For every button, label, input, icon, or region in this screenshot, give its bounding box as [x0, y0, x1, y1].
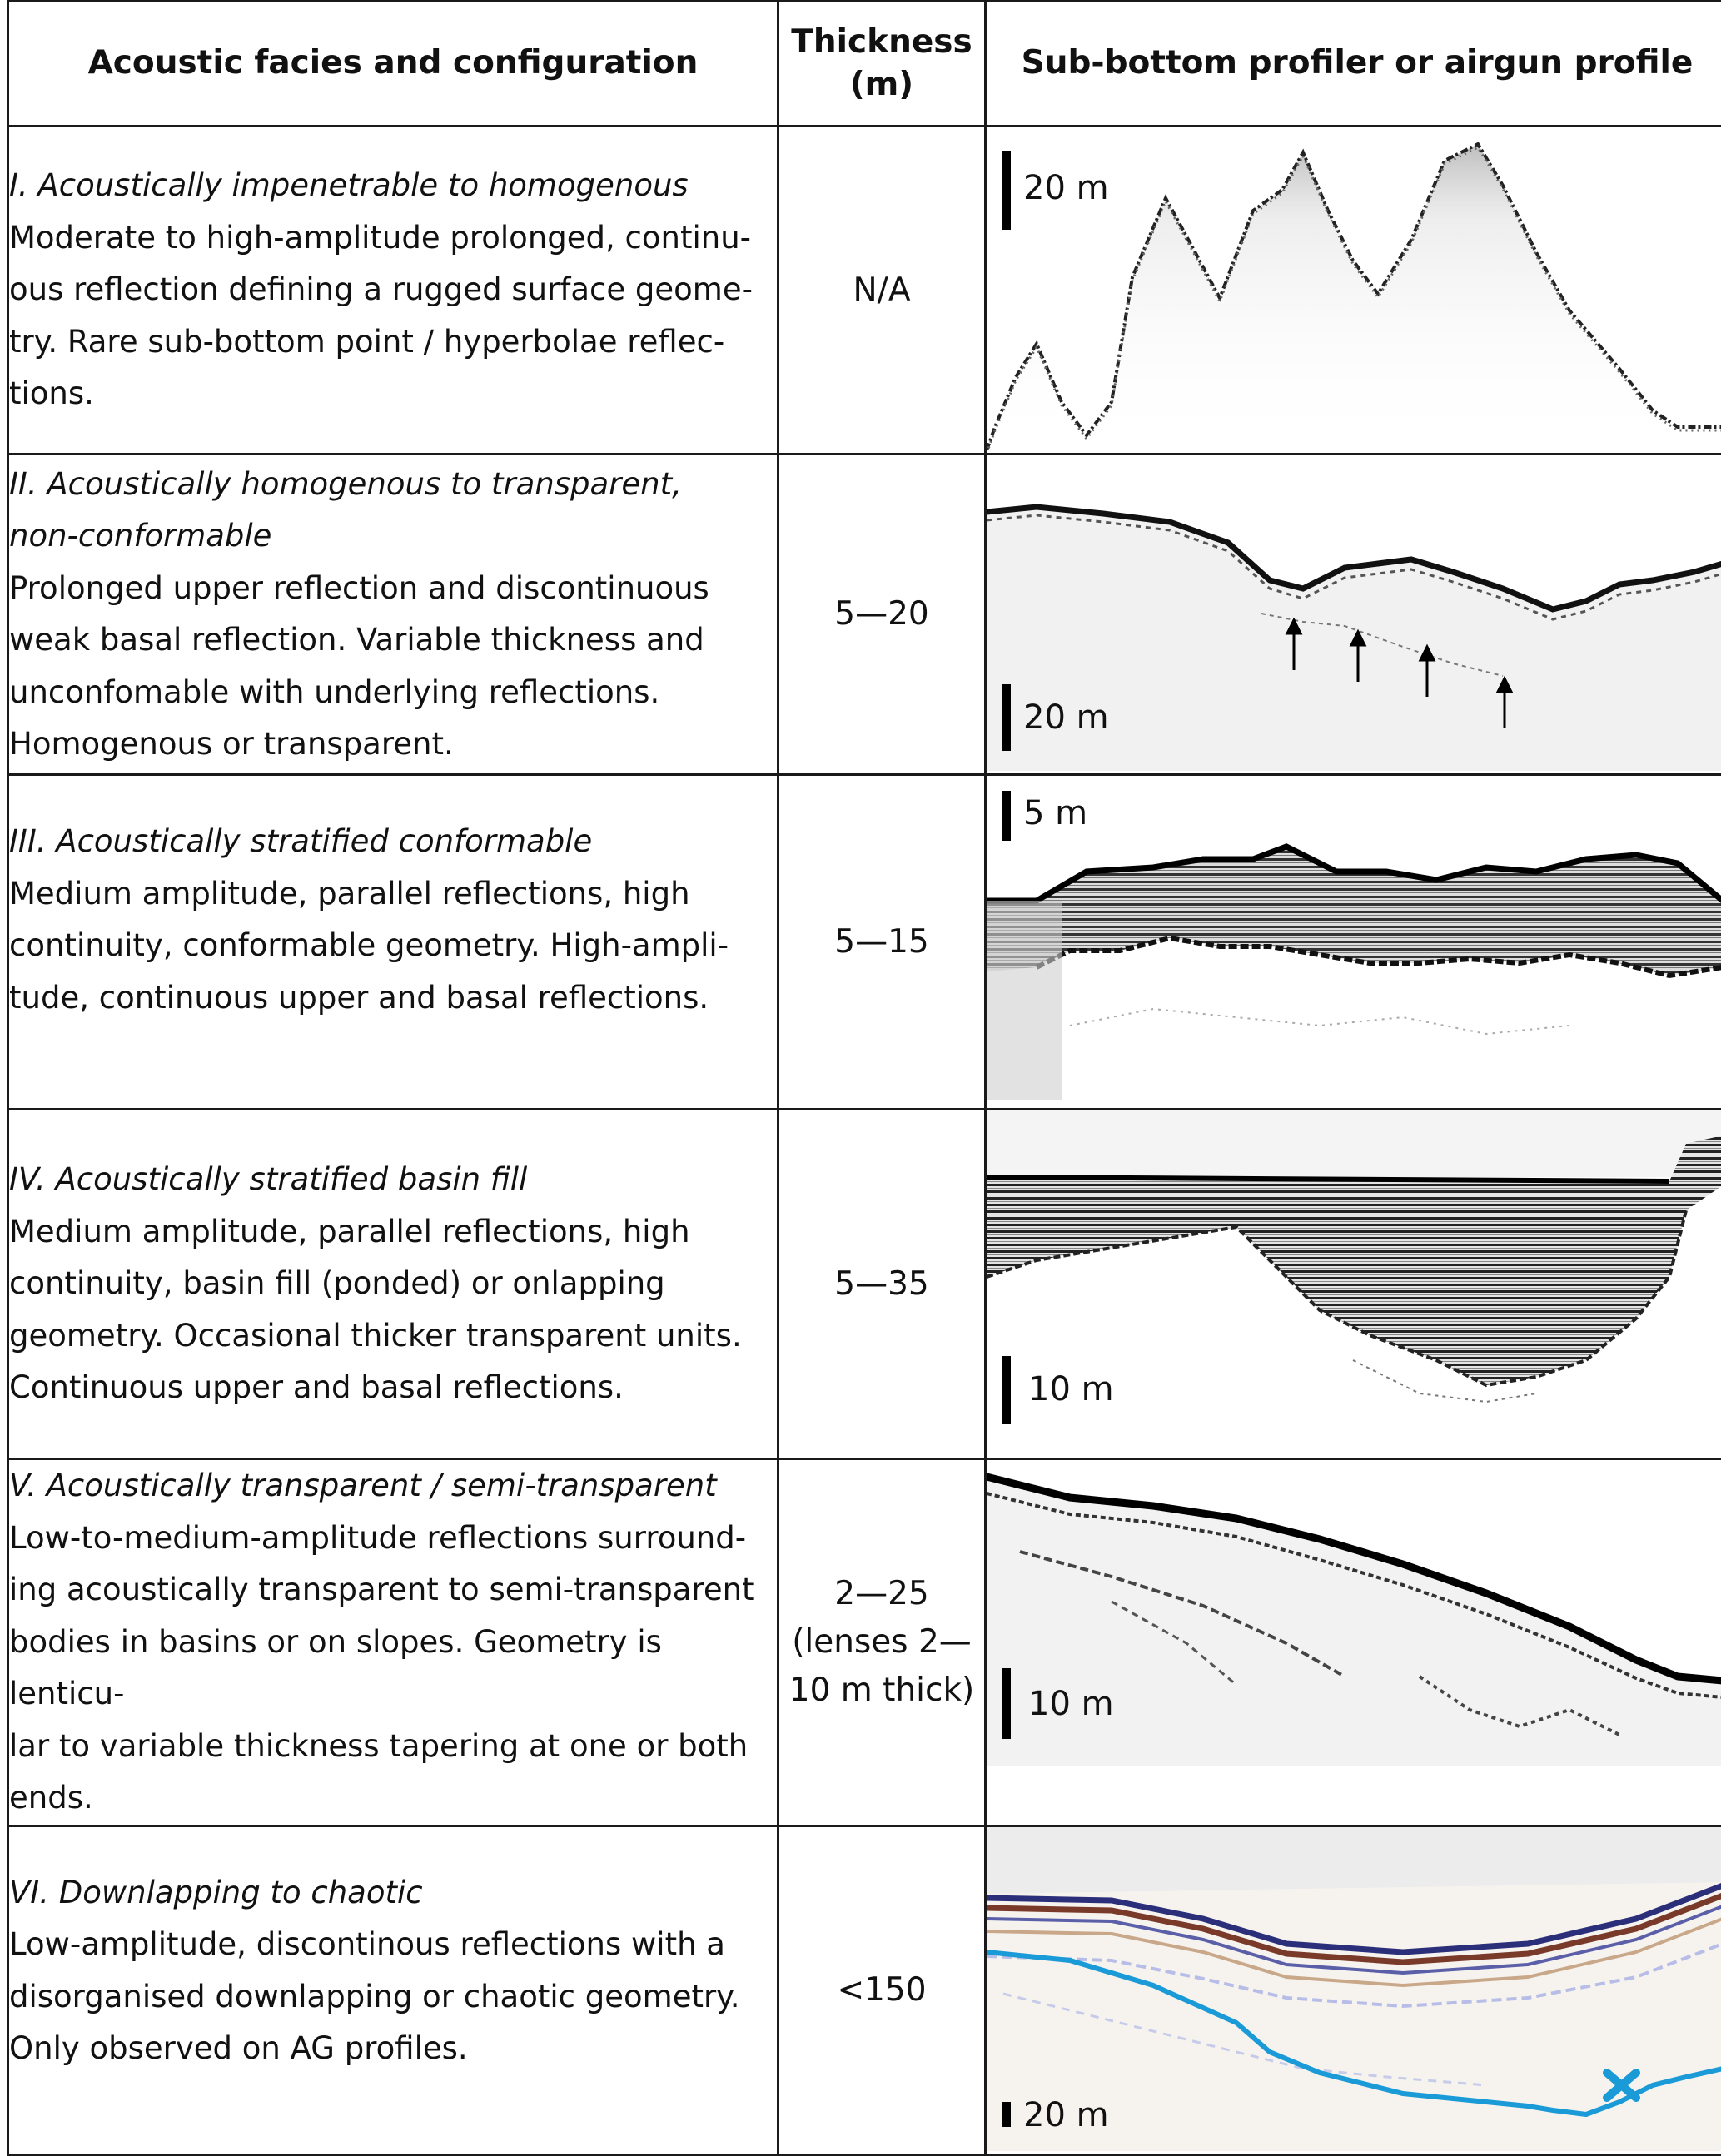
scale-label: 20 m: [1023, 698, 1109, 737]
facies-title: III. Acoustically stratified conformable: [9, 816, 777, 868]
header-facies: Acoustic facies and configuration: [8, 2, 778, 127]
desc-line: tions.: [9, 368, 777, 420]
facies-description: [8, 455, 778, 775]
thickness-value: 2—25: [779, 1570, 984, 1618]
desc-line: ends.: [9, 1772, 777, 1825]
scale-label: 20 m: [1023, 169, 1109, 207]
profile-image: [986, 1826, 1721, 2154]
thickness-value: 5—15: [778, 775, 986, 1110]
facies-description: [8, 1826, 778, 2154]
desc-line: Medium amplitude, parallel reflections, high: [9, 1206, 777, 1259]
profile-image: [986, 775, 1721, 1110]
facies-title: I. Acoustically impenetrable to homogenous: [9, 160, 777, 212]
desc-line: Prolonged upper reflection and discontinuous: [9, 563, 777, 615]
scale-bar: [1002, 791, 1011, 841]
facies-title: V. Acoustically transparent / semi-transparent: [9, 1460, 777, 1513]
scale-bar: [1002, 151, 1011, 230]
desc-line: Low-to-medium-amplitude reflections surround-: [9, 1513, 777, 1565]
desc-line: continuity, conformable geometry. High-ampli-: [9, 920, 777, 972]
thickness-value: <150: [778, 1826, 986, 2154]
desc-line: Continuous upper and basal reflections.: [9, 1362, 777, 1414]
facies-row-3: [8, 775, 1721, 1110]
profile-image: [986, 127, 1721, 455]
scale-label: 10 m: [1028, 1370, 1114, 1408]
scale-label: 5 m: [1023, 794, 1087, 832]
desc-line: Homogenous or transparent.: [9, 718, 777, 771]
desc-line: geometry. Occasional thicker transparent units.: [9, 1310, 777, 1363]
desc-line: Medium amplitude, parallel reflections, high: [9, 868, 777, 921]
scale-bar: [1002, 1668, 1011, 1739]
header-row: [8, 2, 1721, 127]
scale-bar: [1002, 1356, 1011, 1424]
facies-row-5: [8, 1459, 1721, 1826]
desc-line: ous reflection defining a rugged surface geome-: [9, 264, 777, 316]
scale-bar: [1002, 684, 1011, 751]
desc-line: lar to variable thickness tapering at one or both: [9, 1721, 777, 1773]
thickness-value: 5—35: [778, 1110, 986, 1459]
facies-title-cont: non-conformable: [9, 510, 777, 563]
desc-line: ing acoustically transparent to semi-transparent: [9, 1564, 777, 1617]
desc-line: disorganised downlapping or chaotic geometry.: [9, 1971, 777, 2024]
desc-line: tude, continuous upper and basal reflections.: [9, 972, 777, 1025]
thickness-value: 5—20: [778, 455, 986, 775]
facies-description: [8, 1110, 778, 1459]
profile-image: [986, 1459, 1721, 1826]
desc-line: Only observed on AG profiles.: [9, 2023, 777, 2075]
facies-row-4: [8, 1110, 1721, 1459]
scale-bar: [1002, 2102, 1011, 2127]
profile-image: [986, 1110, 1721, 1459]
desc-line: Moderate to high-amplitude prolonged, continu-: [9, 212, 777, 265]
thickness-note: 10 m thick): [779, 1667, 984, 1715]
desc-line: weak basal reflection. Variable thickness and: [9, 614, 777, 667]
facies-description: [8, 775, 778, 1110]
facies-table: [7, 0, 1721, 2156]
desc-line: continuity, basin fill (ponded) or onlapping: [9, 1258, 777, 1310]
facies-title: IV. Acoustically stratified basin fill: [9, 1154, 777, 1206]
desc-line: try. Rare sub-bottom point / hyperbolae reflec-: [9, 316, 777, 369]
thickness-cell: [778, 1459, 986, 1826]
facies-title: II. Acoustically homogenous to transparent,: [9, 459, 777, 511]
facies-row-1: [8, 127, 1721, 455]
profile-image: [986, 455, 1721, 775]
facies-row-2: [8, 455, 1721, 775]
facies-row-6: [8, 1826, 1721, 2154]
facies-description: [8, 127, 778, 455]
desc-line: bodies in basins or on slopes. Geometry is lenticu-: [9, 1617, 777, 1721]
scale-label: 20 m: [1023, 2096, 1109, 2134]
scale-label: 10 m: [1028, 1685, 1114, 1723]
seismic-profile-stratified: [987, 776, 1721, 1105]
desc-line: Low-amplitude, discontinous reflections with a: [9, 1919, 777, 1971]
header-thickness: Thickness (m): [778, 2, 986, 127]
desc-line: unconfomable with underlying reflections.: [9, 667, 777, 719]
facies-description: [8, 1459, 778, 1826]
thickness-note: (lenses 2—: [779, 1618, 984, 1667]
facies-title: VI. Downlapping to chaotic: [9, 1867, 777, 1920]
header-profile: Sub-bottom profiler or airgun profile: [986, 2, 1721, 127]
thickness-value: N/A: [778, 127, 986, 455]
